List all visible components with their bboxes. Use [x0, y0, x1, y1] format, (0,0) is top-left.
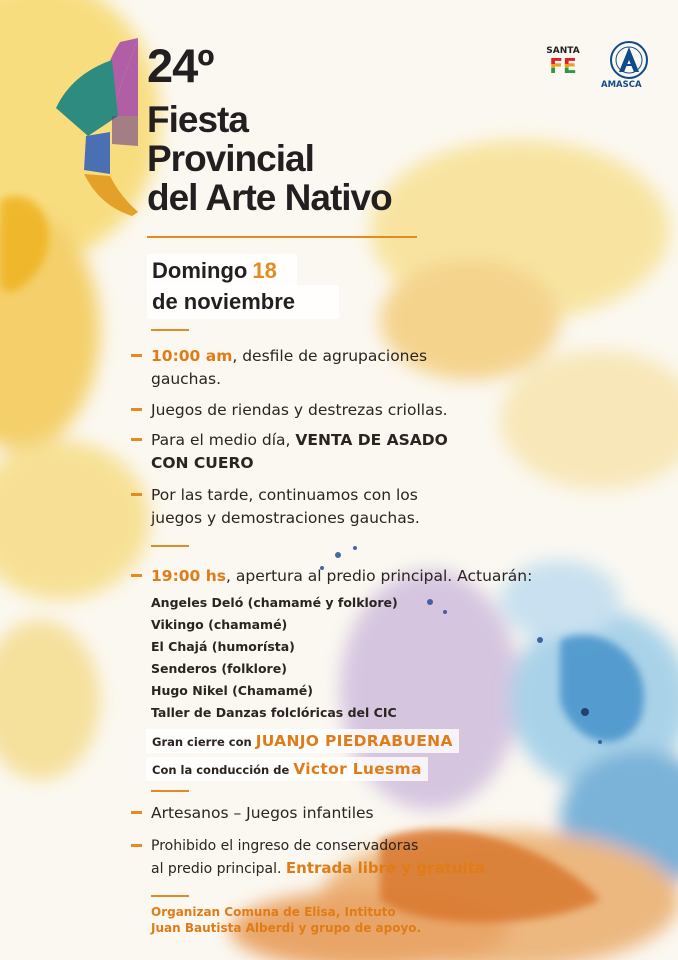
schedule-item-games: Juegos de riendas y destrezas criollas.	[131, 399, 448, 422]
title-line-2: Provincial	[147, 138, 314, 179]
performer-item: Hugo Nikel (Chamamé)	[151, 683, 313, 698]
performer-item: Angeles Deló (chamamé y folklore)	[151, 595, 398, 610]
date-month: de noviembre	[152, 289, 296, 314]
closing-act: Gran cierre con JUANJO PIEDRABUENA	[146, 729, 459, 753]
schedule-item-evening: 19:00 hs, apertura al predio principal. Actuarán:	[131, 565, 532, 588]
date-weekday: Domingo	[152, 258, 248, 283]
schedule-item-afternoon: Por las tarde, continuamos con los juegos y demostraciones gauchas.	[131, 484, 420, 530]
date-divider	[151, 329, 189, 331]
amasca-logo-label: AMASCA	[601, 80, 642, 90]
parade-time: 10:00 am	[151, 347, 233, 365]
date-weekday-box	[147, 254, 297, 288]
free-entry-note: Entrada libre y gratuita	[285, 859, 485, 877]
schedule-item-asado: Para el medio día, VENTA DE ASADO CON CUERO	[131, 429, 448, 475]
performer-item: Senderos (folklore)	[151, 661, 287, 676]
schedule-divider	[151, 545, 189, 547]
title-line-3: del Arte Nativo	[147, 177, 392, 218]
title-divider	[147, 236, 417, 238]
host-name: Victor Luesma	[293, 760, 422, 778]
organizers-line-2: Juan Bautista Alberdi y grupo de apoyo.	[151, 921, 422, 935]
title-line-1: Fiesta	[147, 99, 248, 140]
organizers-line-1: Organizan Comuna de Elisa, Intituto	[151, 905, 396, 919]
closing-act-name: JUANJO PIEDRABUENA	[255, 732, 453, 750]
date-day: 18	[252, 258, 277, 283]
wheel-logo-icon	[50, 36, 142, 218]
evening-divider	[151, 790, 189, 792]
host: Con la conducción de Victor Luesma	[146, 757, 428, 781]
evening-time: 19:00 hs	[151, 567, 226, 585]
schedule-item-parade: 10:00 am, desfile de agrupaciones gauchas.	[131, 345, 427, 391]
performer-item: Taller de Danzas folclóricas del CIC	[151, 705, 397, 720]
santa-fe-logo: SANTA FE	[543, 46, 583, 76]
date-month-box	[147, 285, 339, 319]
extras-artisans: Artesanos – Juegos infantiles	[131, 802, 374, 825]
extras-notice: Prohibido el ingreso de conservadoras al predio principal. Entrada libre y gratuita	[131, 835, 485, 880]
performer-item: El Chajá (humorísta)	[151, 639, 295, 654]
performer-item: Vikingo (chamamé)	[151, 617, 288, 632]
amasca-emblem-icon	[598, 40, 660, 82]
edition-number: 24º	[147, 39, 214, 92]
notice-divider	[151, 895, 189, 897]
